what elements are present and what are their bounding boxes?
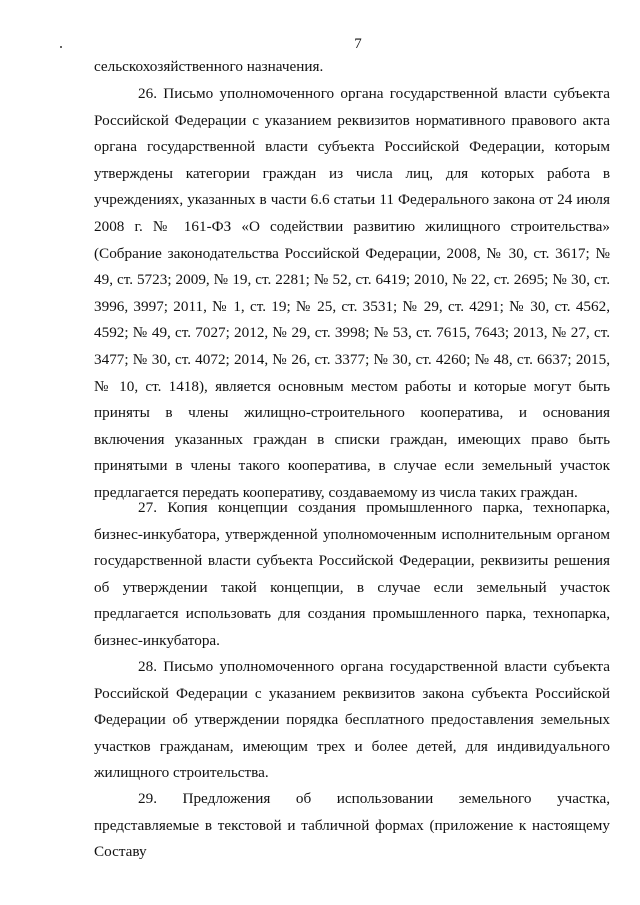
paragraph-29: 29. Предложения об использовании земельного участка, представляемые в текстовой и табличной формах (приложение к настоящему Составу bbox=[94, 790, 610, 861]
page-number: 7 bbox=[354, 36, 362, 52]
paragraph-28: 28. Письмо уполномоченного органа государственной власти субъекта Российской Федерации с указанием реквизитов закона субъекта Российской Федерации об утверждении порядка бесплатного предоставления земельных участков гражданам, имеющим трех и более детей, для индивидуального жилищного строительства. bbox=[94, 658, 610, 782]
paragraph-26: 26. Письмо уполномоченного органа государственной власти субъекта Российской Федерации с указанием реквизитов нормативного правового акта органа государственной власти субъекта Российской Федерации, которым утверждены категории граждан из числа лиц, для которых работа в учреждениях, указанных в части 6.6 статьи 11 Федерального закона от 24 июля 2008 г. № 161-ФЗ «О содействии развитию жилищного строительства» (Собрание законодательства Российской Федерации, 2008, № 30, ст. 3617; № 49, ст. 5723; 2009, № 19, ст. 2281; № 52, ст. 6419; 2010, № 22, ст. 2695; № 30, ст. 3996, 3997; 2011, № 1, ст. 19; № 25, ст. 3531; № 29, ст. 4291; № 30, ст. 4562, 4592; № 49, ст. 7027; 2012, № 29, ст. 3998; № 53, ст. 7615, 7643; 2013, № 27, ст. 3477; № 30, ст. 4072; 2014, № 26, ст. 3377; № 30, ст. 4260; № 48, ст. 6637; 2015, № 10, ст. 1418), является основным местом работы и которые могут быть приняты в члены жилищно-строительного кооператива, и основания включения указанных граждан в списки граждан, имеющих право быть принятыми в члены такого кооператива, в случае если земельный участок предлагается передать кооперативу, создаваемому из числа таких граждан. bbox=[94, 85, 610, 501]
continuation-line: сельскохозяйственного назначения. bbox=[94, 58, 324, 75]
paragraph-27: 27. Копия концепции создания промышленного парка, технопарка, бизнес-инкубатора, утвержденной уполномоченным исполнительным органом государственной власти субъекта Российской Федерации, реквизиты решения об утверждении такой концепции, в случае если земельный участок предлагается использовать для создания промышленного парка, технопарка, бизнес-инкубатора. bbox=[94, 499, 610, 649]
